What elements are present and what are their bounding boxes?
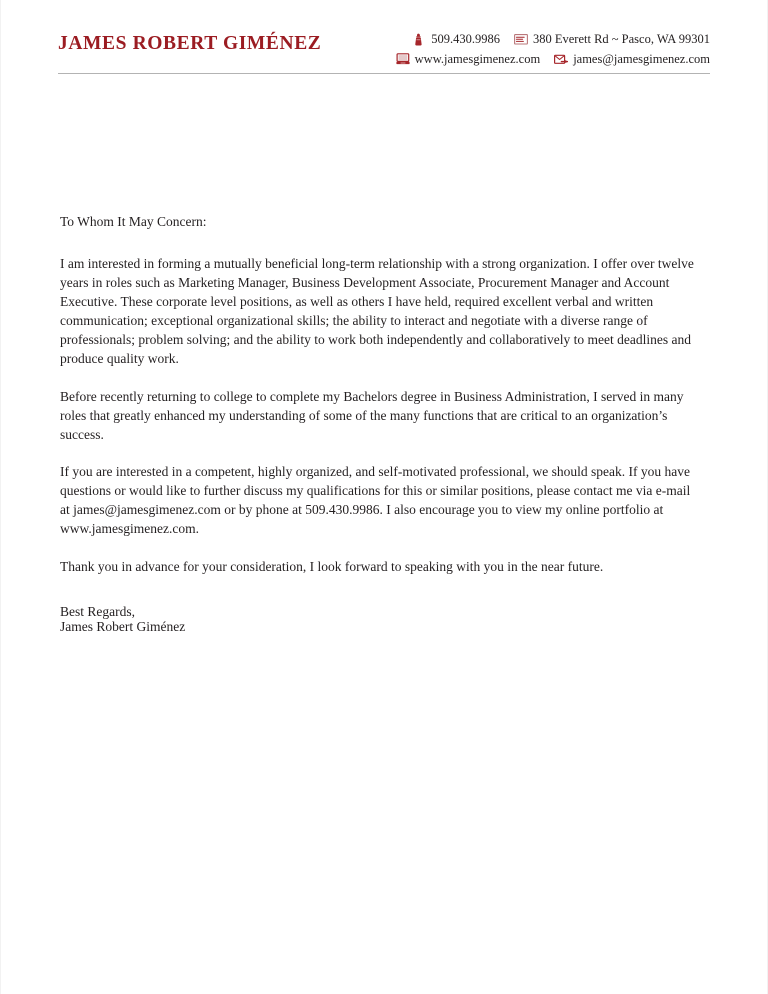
contact-address-text: 380 Everett Rd ~ Pasco, WA 99301 [532,32,710,46]
letter-closing-line: Thank you in advance for your consideration, I look forward to speaking with you in the near future. [60,558,604,574]
contact-website[interactable] [396,51,541,68]
signature-name: James Robert Giménez [60,619,186,634]
contact-email-text: james@jamesgimenez.com [573,51,710,66]
contact-phone[interactable] [412,31,500,48]
page-title: JAMES ROBERT GIMÉNEZ [58,33,322,54]
contact-block [396,28,710,68]
contact-phone-text: 509.430.9986 [431,32,500,46]
contact-row [412,31,710,48]
letter-paragraph-2: Before recently returning to college to complete my Bachelors degree in Business Administration, I served in many roles that greatly enhanced my understanding of some of the many functions that are critical to an organization’s success. [60,388,684,442]
send-email-icon [554,53,568,66]
page-edge-left [0,0,1,994]
letter-body [60,212,694,621]
contact-row [396,51,710,68]
letter-paragraph-1: I am interested in forming a mutually beneficial long-term relationship with a strong organization. I offer over twelve years in roles such as Marketing Manager, Business Development Associate, Procurement Manager and Account Executive. These corporate level positions, as well as others I have held, required excellent verbal and written communication; exceptional organizational skills; the ability to interact and negotiate with a diverse range of professionals; problem solving; and the ability to work both independently and collaboratively to meet deadlines and produce quality work. [60,255,694,367]
letterhead [58,28,710,68]
letter-paragraph-3: If you are interested in a competent, highly organized, and self-motivated professional, we should speak. If you have questions or would like to further discuss my qualifications for this or similar positions, please contact me via e-mail at james@jamesgimenez.com or by phone at 509.430.9986. I also encourage you to view my online portfolio at www.jamesgimenez.com. [60,463,691,537]
contact-email[interactable] [554,51,710,68]
letterhead-divider [58,73,710,74]
salutation: To Whom It May Concern: [60,214,207,229]
contact-address [514,31,710,48]
letter-signoff: Best Regards, [60,603,135,619]
phone-icon [412,33,426,46]
contact-website-text: www.jamesgimenez.com [414,51,541,66]
monitor-icon [396,53,410,66]
envelope-icon [514,33,528,46]
